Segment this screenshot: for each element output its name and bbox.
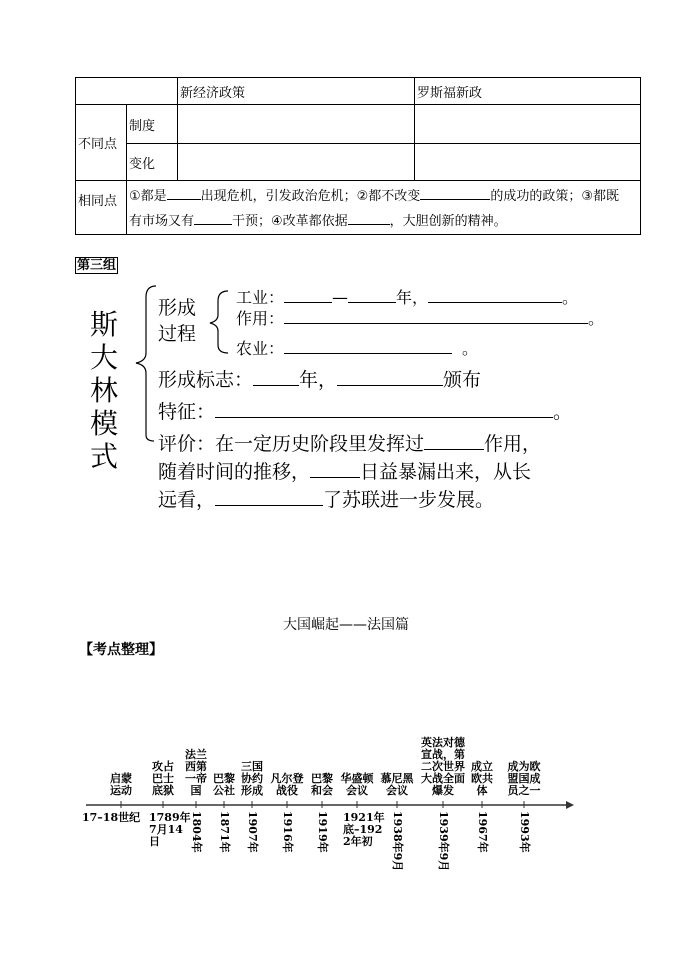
eval-text: 日益暴漏出来，从长	[360, 461, 532, 483]
event-label-line: 会议	[346, 784, 368, 797]
formation-line: 过程	[158, 323, 197, 345]
title-char: 大	[89, 341, 118, 374]
timeline-event-year: 1789年7月14日	[149, 811, 191, 848]
eval-text: 随着时间的推移，	[158, 461, 311, 483]
same-label: 相同点	[76, 181, 127, 235]
event-label-line: 二次世界	[421, 760, 465, 773]
period: 。	[462, 339, 479, 358]
event-label-line: 宣战，第	[421, 748, 465, 761]
group-tag: 第三组	[77, 258, 117, 273]
same-text: 有市场又有	[129, 213, 195, 229]
eval-text: 远看，	[158, 489, 216, 511]
event-label-line: 攻占	[152, 760, 174, 773]
event-label-line: 战役	[276, 784, 298, 797]
same-text: 干预；④改革都依据	[232, 213, 348, 229]
event-label-line: 协约	[241, 772, 263, 785]
industry-label: 工业：	[236, 288, 285, 307]
year-text: 年，	[299, 369, 338, 391]
header-new-deal: 罗斯福新政	[415, 78, 641, 105]
event-label-line: 形成	[241, 784, 263, 797]
timeline-event-year: 1916年	[281, 811, 294, 853]
event-label-line: 国	[190, 784, 202, 797]
event-label-line: 员之一	[507, 784, 541, 797]
event-label-line: 盟国成	[507, 772, 541, 785]
section-title: 大国崛起——法国篇	[283, 617, 409, 633]
timeline-event-year: 1919年	[316, 811, 329, 853]
timeline-event-label	[494, 761, 554, 797]
sign-label: 形成标志：	[158, 369, 254, 391]
eval-text: 评价：在一定历史阶段里发挥过	[158, 433, 425, 455]
eval-text: 作用，	[484, 433, 542, 455]
event-label-line: 和会	[311, 784, 333, 797]
kaodian-heading: 【考点整理】	[79, 642, 163, 658]
year-text: 年，	[396, 288, 429, 307]
same-text: ，大胆创新的精神。	[389, 213, 507, 229]
event-label-line: 一帝	[185, 772, 207, 785]
timeline-event-year: 1939年9月	[437, 811, 450, 872]
event-label-line: 英法对德	[421, 736, 465, 749]
event-label-line: 运动	[110, 784, 132, 797]
event-label-line: 巴士	[152, 772, 174, 785]
event-label-line: 启蒙	[110, 772, 132, 785]
event-label-line: 成为欧	[507, 760, 541, 773]
event-label-line: 慕尼黑	[380, 772, 414, 785]
same-text: ①都是	[129, 188, 167, 204]
agriculture-label: 农业：	[236, 339, 285, 358]
period: 。	[553, 401, 573, 423]
event-label-line: 成立	[471, 760, 493, 773]
effect-label: 作用：	[236, 309, 285, 328]
formation-line: 形成	[158, 297, 197, 319]
period: 。	[588, 309, 605, 328]
title-char: 斯	[89, 308, 118, 341]
event-label-line: 大战全面	[421, 772, 465, 785]
timeline-event-year: 1993年	[518, 811, 531, 853]
event-label-line: 巴黎	[213, 772, 235, 785]
timeline-event-year: 1871年	[218, 811, 231, 853]
eval-text: 了苏联进一步发展。	[323, 489, 495, 511]
timeline-event-year: 17–18世纪	[82, 811, 141, 824]
title-char: 模	[89, 407, 118, 440]
event-label-line: 底狱	[152, 784, 174, 797]
diff-label: 不同点	[76, 105, 127, 181]
event-label-line: 法兰	[185, 748, 207, 761]
event-label-line: 欧共	[471, 772, 493, 785]
same-text: 出现危机，引发政治危机；②都不改变	[200, 188, 421, 204]
timeline-event-year: 1938年9月	[391, 811, 404, 872]
title-char: 林	[89, 374, 118, 407]
timeline-event-year: 1921年底–1922年初	[343, 811, 385, 848]
timeline-event-year: 1907年	[246, 811, 259, 853]
event-label-line: 巴黎	[311, 772, 333, 785]
same-text: 的成功的政策；③都既	[490, 188, 619, 204]
feature-label: 特征：	[158, 401, 216, 423]
timeline-event-year: 1967年	[476, 811, 489, 853]
row-label-change: 变化	[127, 144, 178, 181]
event-label-line: 三国	[241, 760, 263, 773]
event-label-line: 爆发	[432, 784, 454, 797]
issue-text: 颁布	[443, 369, 482, 391]
event-label-line: 公社	[213, 784, 235, 797]
event-label-line: 西第	[185, 760, 207, 773]
event-label-line: 会议	[386, 784, 408, 797]
header-nep: 新经济政策	[178, 78, 415, 105]
title-char: 式	[89, 440, 118, 473]
event-label-line: 凡尔登	[270, 772, 304, 785]
event-label-line: 体	[476, 784, 488, 797]
period: 。	[562, 288, 579, 307]
row-label-system: 制度	[127, 105, 178, 144]
event-label-line: 华盛顿	[340, 772, 374, 785]
timeline-event-year: 1804年	[190, 811, 203, 853]
dash: —	[332, 288, 349, 307]
